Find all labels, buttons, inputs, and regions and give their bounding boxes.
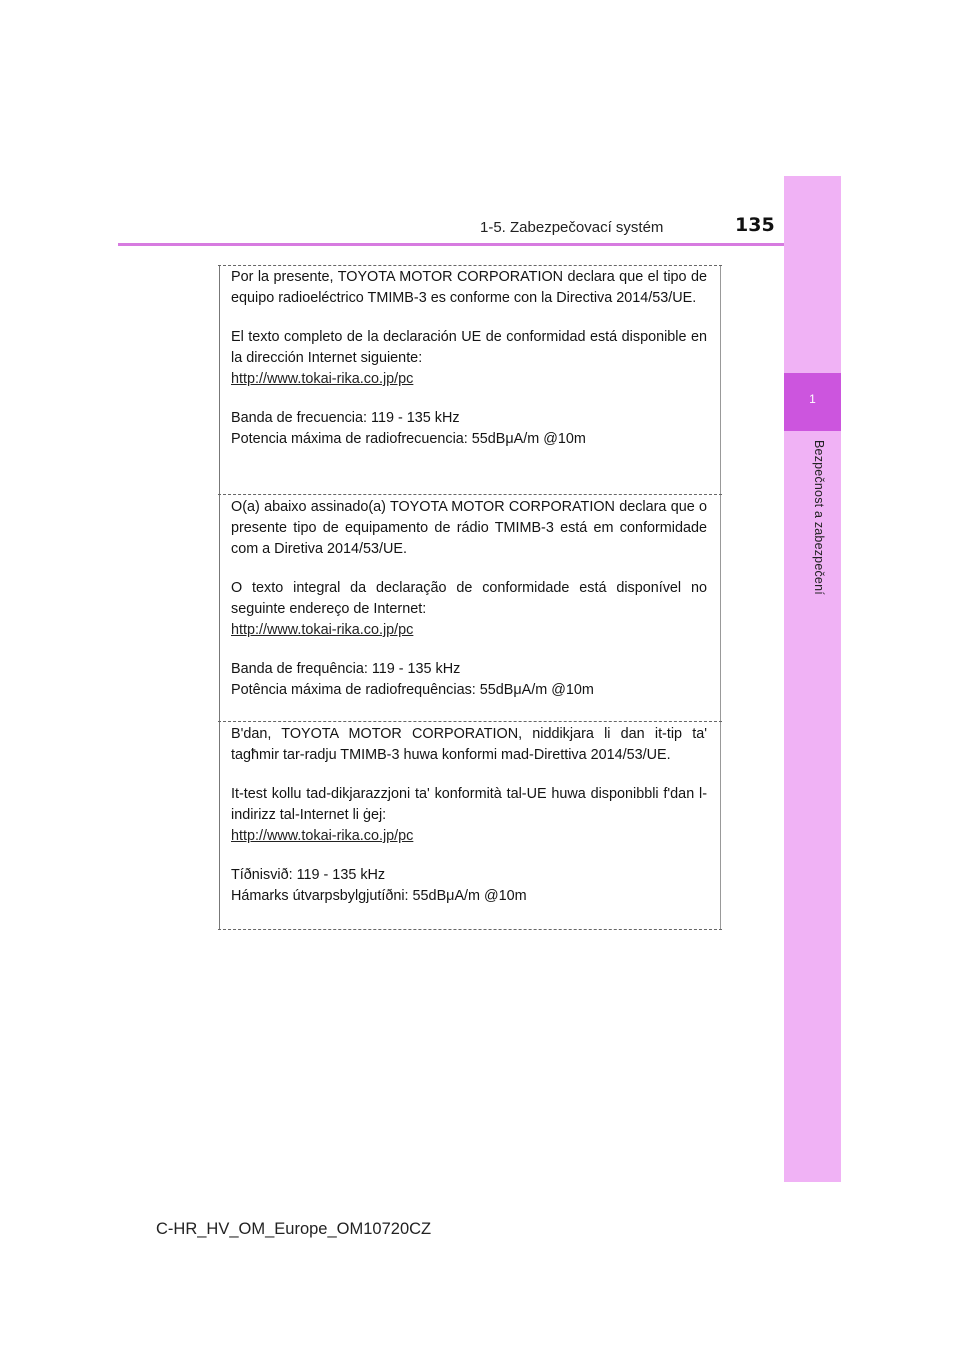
scanned-declaration (219, 265, 721, 930)
chapter-label: Bezpečnost a zabezpečení (812, 440, 826, 595)
document-code: C-HR_HV_OM_Europe_OM10720CZ (156, 1220, 432, 1238)
availability-text: It-test kollu tad-dikjarazzjoni ta' konformità tal-UE huwa disponibbli f'dan l-indirizz tal-Internet li ġej: (231, 786, 707, 823)
header-rule (118, 243, 840, 246)
divider (218, 265, 722, 266)
divider (218, 929, 722, 930)
power-text: Potencia máxima de radiofrecuencia: 55dBμA/m @10m (231, 431, 586, 447)
declaration-block-portuguese (231, 497, 707, 701)
declaration-link[interactable]: http://www.tokai-rika.co.jp/pc (231, 828, 414, 844)
section-title: 1-5. Zabezpečovací systém (480, 219, 664, 236)
frequency-text: Banda de frecuencia: 119 - 135 kHz (231, 410, 460, 426)
power-text: Hámarks útvarpsbylgjutíðni: 55dBμA/m @10m (231, 888, 527, 904)
declaration-block-maltese (231, 724, 707, 907)
availability-text: O texto integral da declaração de conformidade está disponível no seguinte endereço de Internet: (231, 580, 707, 617)
declaration-text: O(a) abaixo assinado(a) TOYOTA MOTOR CORPORATION declara que o presente tipo de equipamento de rádio TMIMB-3 está em conformidade com a Diretiva 2014/53/UE. (231, 499, 707, 557)
frequency-text: Tíðnisvið: 119 - 135 kHz (231, 867, 386, 883)
chapter-number: 1 (809, 392, 816, 406)
declaration-link[interactable]: http://www.tokai-rika.co.jp/pc (231, 622, 414, 638)
declaration-block-spanish (231, 267, 707, 450)
declaration-text: Por la presente, TOYOTA MOTOR CORPORATION declara que el tipo de equipo radioeléctrico TMIMB-3 es conforme con la Directiva 2014/53/UE. (231, 269, 707, 306)
declaration-text: B'dan, TOYOTA MOTOR CORPORATION, niddikjara li dan it-tip ta' tagħmir tar-radju TMIMB-3 huwa konformi mad-Direttiva 2014/53/UE. (231, 726, 707, 763)
page-number: 135 (735, 214, 775, 236)
divider (218, 494, 722, 495)
frequency-text: Banda de frequência: 119 - 135 kHz (231, 661, 461, 677)
availability-text: El texto completo de la declaración UE de conformidad está disponible en la dirección Internet siguiente: (231, 329, 707, 366)
divider (218, 721, 722, 722)
power-text: Potência máxima de radiofrequências: 55dBμA/m @10m (231, 682, 594, 698)
chapter-sidebar (784, 176, 841, 1182)
declaration-link[interactable]: http://www.tokai-rika.co.jp/pc (231, 371, 414, 387)
